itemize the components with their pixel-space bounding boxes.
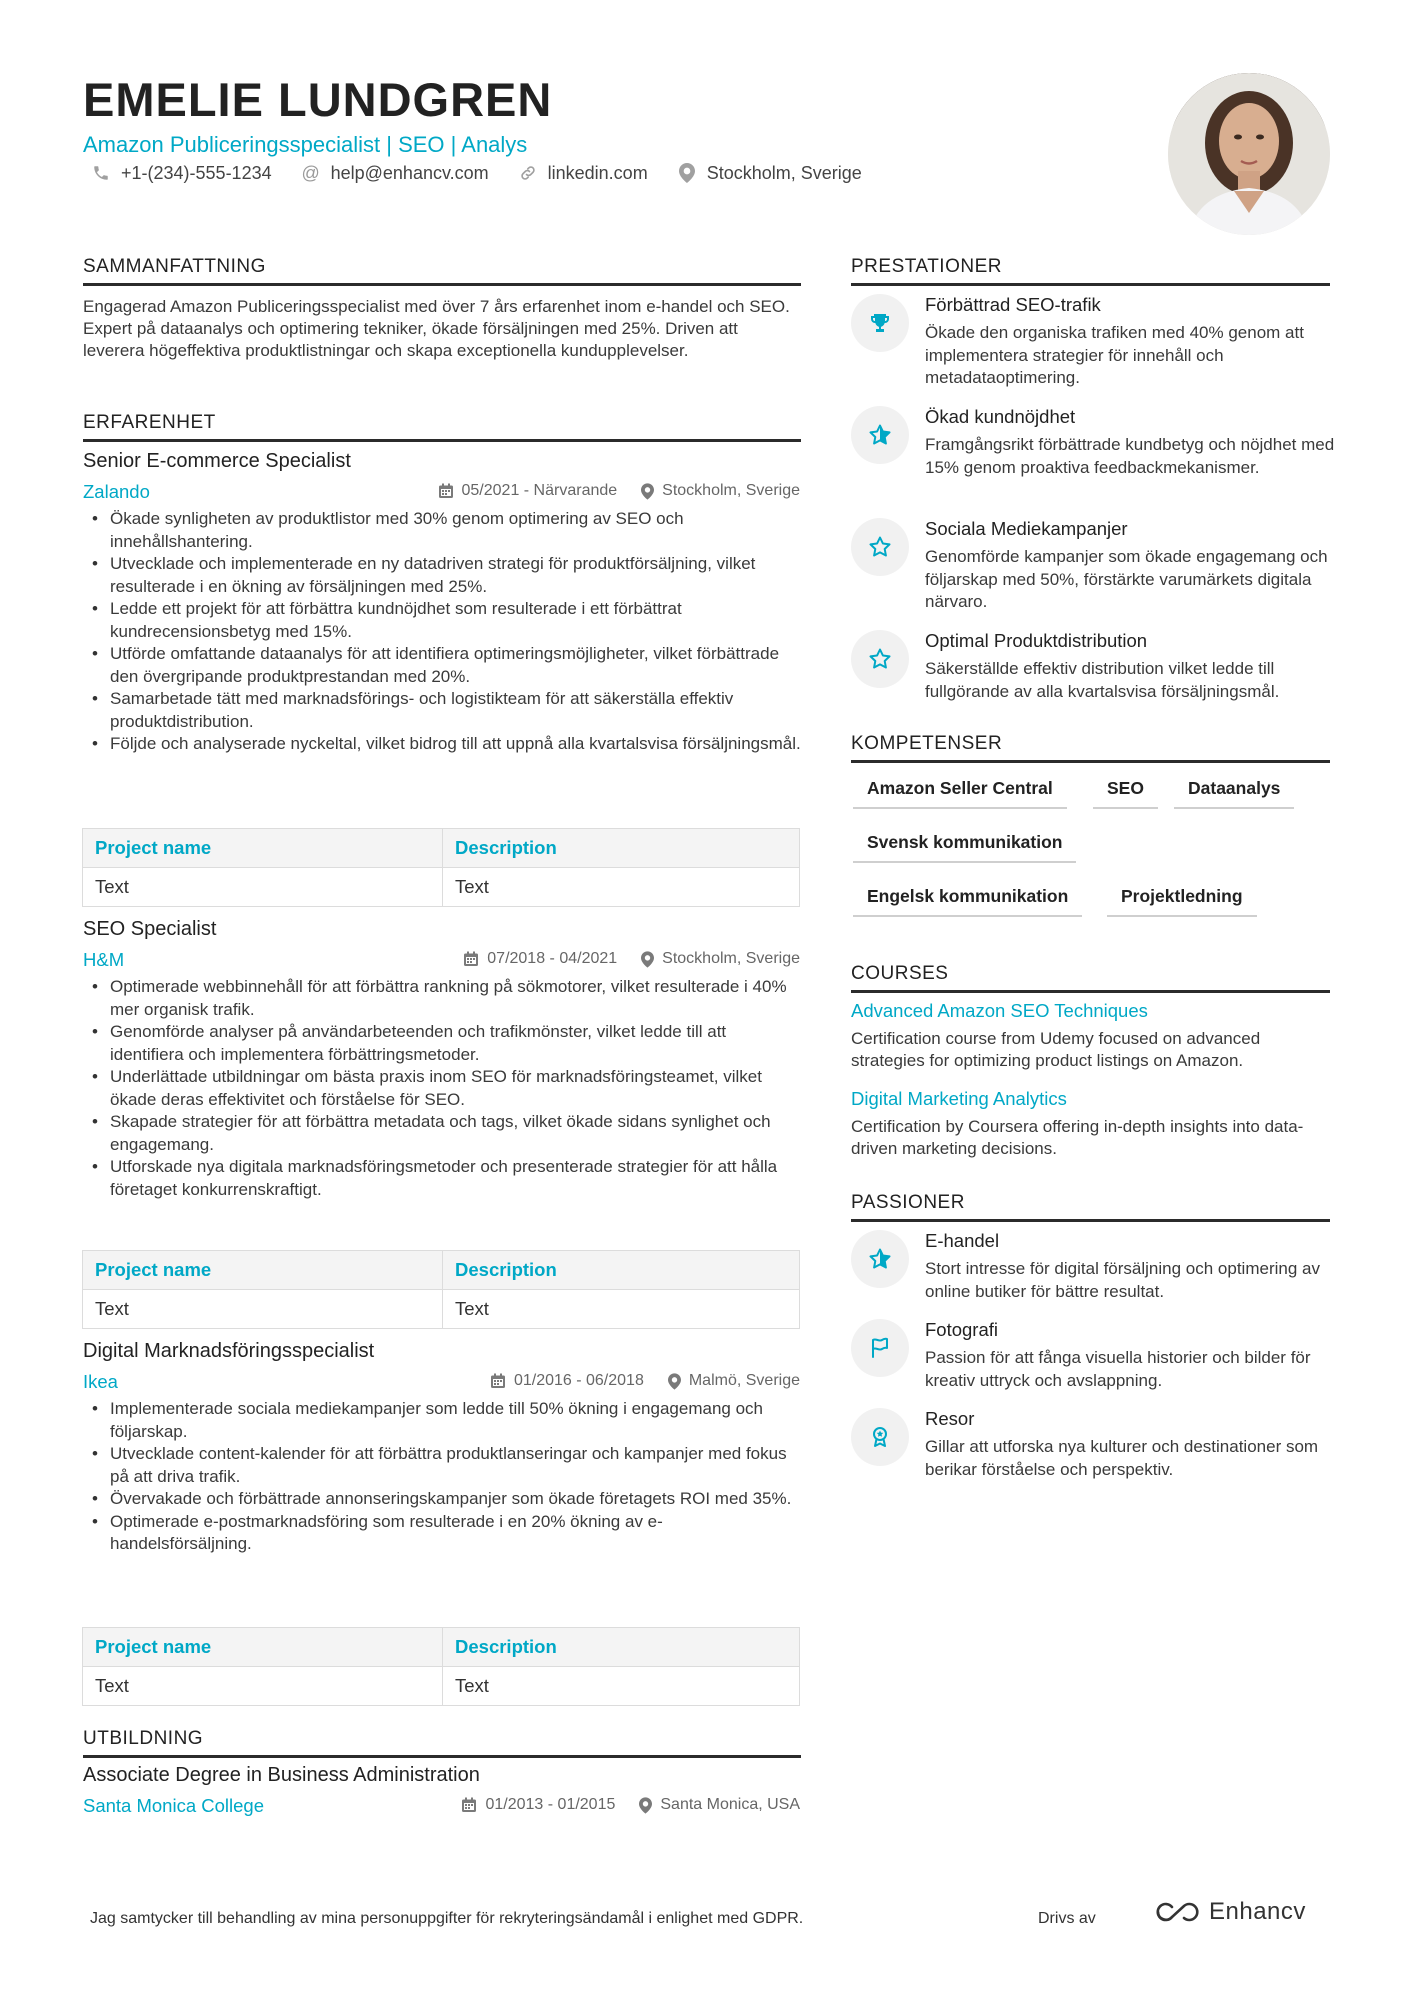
bullet-item: • Utvecklade content-kalender för att förbättra produktlanseringar och kampanjer med fokus på att driva trafik. bbox=[90, 1443, 802, 1488]
passion-title: Fotografi bbox=[925, 1319, 999, 1340]
contact-linkedin[interactable] bbox=[517, 162, 648, 184]
education-dates bbox=[461, 1796, 615, 1814]
bullet-item: • Ökade synligheten av produktlistor med 30% genom optimering av SEO och innehållshantering. bbox=[90, 508, 802, 553]
skill-chip: SEO bbox=[1093, 778, 1158, 809]
project-description-header: Description bbox=[443, 829, 800, 868]
achievement-title: Ökad kundnöjdhet bbox=[925, 406, 1076, 427]
section-title-skills: KOMPETENSER bbox=[851, 733, 1330, 763]
bullet-item: • Optimerade webbinnehåll för att förbättra rankning på sökmotorer, vilket resulterade i 40% mer organisk trafik. bbox=[90, 976, 802, 1021]
calendar-icon bbox=[461, 1797, 477, 1813]
project-name-header: Project name bbox=[83, 829, 443, 868]
achievement-text: Genomförde kampanjer som ökade engagemang och följarskap med 50%, förstärkte varumärkets digitala närvaro. bbox=[925, 547, 1328, 611]
job-location-text: Malmö, Sverige bbox=[688, 1372, 800, 1389]
linkedin-text: linkedin.com bbox=[547, 162, 648, 183]
passion-text: Passion för att fånga visuella historier och bilder för kreativ uttryck och avslappning. bbox=[925, 1348, 1311, 1390]
school-name[interactable]: Santa Monica College bbox=[83, 1795, 264, 1816]
project-table bbox=[82, 1250, 800, 1329]
bullet-item: • Ledde ett projekt för att förbättra kundnöjdhet som resulterade i ett förbättrat kundrecensionsbetyg med 15%. bbox=[90, 598, 802, 643]
contact-location bbox=[676, 162, 862, 184]
star-outline-icon bbox=[851, 518, 909, 576]
star-outline-icon bbox=[851, 630, 909, 688]
medal-icon bbox=[851, 1408, 909, 1466]
bullet-item: • Utforskade nya digitala marknadsföringsmetoder och presenterade strategier för att hålla företaget konkurrenskraftigt. bbox=[90, 1156, 802, 1201]
section-title-passions: PASSIONER bbox=[851, 1192, 1330, 1222]
job-location-text: Stockholm, Sverige bbox=[662, 482, 800, 499]
achievement-title: Optimal Produktdistribution bbox=[925, 630, 1148, 651]
bullet-item: • Implementerade sociala mediekampanjer som ledde till 50% ökning i engagemang och följarskap. bbox=[90, 1398, 802, 1443]
education-meta bbox=[437, 1796, 800, 1814]
location-pin-icon bbox=[668, 1373, 681, 1390]
calendar-icon bbox=[490, 1373, 506, 1389]
job-dates-text: 01/2016 - 06/2018 bbox=[513, 1372, 644, 1389]
achievement-item bbox=[851, 518, 1330, 618]
achievement-title: Förbättrad SEO-trafik bbox=[925, 294, 1101, 315]
job-bullets bbox=[90, 508, 802, 756]
passion-item bbox=[851, 1319, 1330, 1399]
contact-row bbox=[90, 162, 890, 184]
enhancv-logo[interactable] bbox=[1155, 1898, 1306, 1926]
star-icon bbox=[851, 406, 909, 464]
skill-chip: Dataanalys bbox=[1174, 778, 1294, 809]
passion-text: Stort intresse för digital försäljning och optimering av online butiker för bättre resultat. bbox=[925, 1259, 1320, 1301]
bullet-item: • Följde och analyserade nyckeltal, vilket bidrog till att uppnå alla kvartalsvisa försäljningsmål. bbox=[90, 733, 802, 756]
bullet-item: • Genomförde analyser på användarbeteenden och trafikmönster, vilket ledde till att identifiera och implementera förbättringsmetoder. bbox=[90, 1021, 802, 1066]
company-name[interactable]: Ikea bbox=[83, 1371, 118, 1392]
bullet-item: • Övervakade och förbättrade annonseringskampanjer som ökade företagets ROI med 35%. bbox=[90, 1488, 802, 1511]
powered-by-label: Drivs av bbox=[1038, 1910, 1096, 1927]
job-dates bbox=[438, 482, 618, 500]
course-title[interactable]: Digital Marketing Analytics bbox=[851, 1088, 1067, 1109]
section-title-education: UTBILDNING bbox=[83, 1728, 801, 1758]
project-description-header: Description bbox=[443, 1251, 800, 1290]
job-location-text: Stockholm, Sverige bbox=[662, 950, 800, 967]
candidate-headline: Amazon Publiceringsspecialist | SEO | Analys bbox=[83, 132, 528, 157]
project-name-cell: Text bbox=[83, 1290, 443, 1329]
calendar-icon bbox=[463, 951, 479, 967]
location-pin-icon bbox=[641, 951, 654, 968]
location-pin-icon bbox=[641, 483, 654, 500]
project-name-cell: Text bbox=[83, 1667, 443, 1706]
achievement-text: Säkerställde effektiv distribution vilket ledde till fullgörande av alla kvartalsvisa försäljningsmål. bbox=[925, 659, 1280, 701]
education-location-text: Santa Monica, USA bbox=[660, 1796, 800, 1813]
candidate-name: EMELIE LUNDGREN bbox=[83, 73, 553, 126]
star-icon bbox=[851, 1230, 909, 1288]
passion-item bbox=[851, 1408, 1330, 1508]
job-dates bbox=[463, 950, 617, 968]
email-text: help@enhancv.com bbox=[330, 162, 489, 183]
course-text: Certification course from Udemy focused on advanced strategies for optimizing product listings on Amazon. bbox=[851, 1029, 1261, 1070]
degree-title: Associate Degree in Business Administration bbox=[83, 1764, 480, 1786]
at-icon: @ bbox=[301, 162, 320, 183]
location-pin-icon bbox=[676, 162, 698, 184]
job-bullets bbox=[90, 976, 802, 1201]
bullet-item: • Samarbetade tätt med marknadsförings- och logistikteam för att säkerställa effektiv produktdistribution. bbox=[90, 688, 802, 733]
passion-title: E-handel bbox=[925, 1230, 1000, 1251]
job-title: Senior E-commerce Specialist bbox=[83, 450, 351, 472]
bullet-item: • Skapade strategier för att förbättra metadata och tags, vilket ökade sidans synlighet och engagemang. bbox=[90, 1111, 802, 1156]
achievement-text: Ökade den organiska trafiken med 40% genom att implementera strategier för innehåll och metadataoptimering. bbox=[925, 323, 1304, 387]
job-bullets bbox=[90, 1398, 802, 1556]
section-title-achievements: PRESTATIONER bbox=[851, 256, 1330, 286]
job-title: SEO Specialist bbox=[83, 918, 217, 940]
summary-text: Engagerad Amazon Publiceringsspecialist med över 7 års erfarenhet inom e-handel och SEO. Expert på dataanalys och optimering tekniker, ökade försäljningen med 25%. Driven att leverera högeffektiva produktlistningar och skapa exceptionella kundupplevelser. bbox=[83, 297, 790, 360]
skill-chip: Amazon Seller Central bbox=[853, 778, 1067, 809]
project-description-cell: Text bbox=[443, 1667, 800, 1706]
job-dates bbox=[490, 1372, 644, 1390]
location-pin-icon bbox=[639, 1797, 652, 1814]
link-icon bbox=[517, 162, 539, 184]
project-description-cell: Text bbox=[443, 868, 800, 907]
education-location bbox=[639, 1796, 800, 1814]
bullet-item: • Underlättade utbildningar om bästa praxis inom SEO för marknadsföringsteamet, vilket ökade deras effektivitet och förståelse för SEO. bbox=[90, 1066, 802, 1111]
achievement-text: Framgångsrikt förbättrade kundbetyg och nöjdhet med 15% genom proaktiva feedbackmekanismer. bbox=[925, 435, 1335, 477]
skill-chip: Engelsk kommunikation bbox=[853, 886, 1082, 917]
project-name-cell: Text bbox=[83, 868, 443, 907]
achievement-item bbox=[851, 630, 1330, 710]
enhancv-logo-icon bbox=[1155, 1899, 1203, 1925]
calendar-icon bbox=[438, 483, 454, 499]
bullet-item: • Utvecklade och implementerade en ny datadriven strategi för produktförsäljning, vilket resulterade i en ökning av försäljningen med 25%. bbox=[90, 553, 802, 598]
job-meta bbox=[414, 482, 801, 500]
contact-email[interactable] bbox=[300, 162, 489, 184]
skill-chip: Svensk kommunikation bbox=[853, 832, 1076, 863]
job-meta bbox=[466, 1372, 800, 1390]
achievement-item bbox=[851, 406, 1335, 506]
job-location bbox=[668, 1372, 800, 1390]
section-title-courses: COURSES bbox=[851, 963, 1330, 993]
section-title-summary: SAMMANFATTNING bbox=[83, 256, 801, 286]
contact-phone[interactable] bbox=[90, 162, 272, 184]
passion-item bbox=[851, 1230, 1330, 1310]
job-location bbox=[641, 950, 800, 968]
project-table bbox=[82, 828, 800, 907]
enhancv-wordmark: Enhancv bbox=[1209, 1898, 1306, 1925]
section-title-experience: ERFARENHET bbox=[83, 412, 801, 442]
achievement-title: Sociala Mediekampanjer bbox=[925, 518, 1128, 539]
flag-icon bbox=[851, 1319, 909, 1377]
project-table bbox=[82, 1627, 800, 1706]
achievement-item bbox=[851, 294, 1330, 394]
course-text: Certification by Coursera offering in-depth insights into data-driven marketing decisions. bbox=[851, 1117, 1304, 1158]
phone-icon bbox=[90, 162, 112, 184]
phone-text: +1-(234)-555-1234 bbox=[121, 162, 272, 183]
job-meta bbox=[439, 950, 800, 968]
passion-title: Resor bbox=[925, 1408, 975, 1429]
trophy-icon bbox=[851, 294, 909, 352]
job-dates-text: 07/2018 - 04/2021 bbox=[487, 950, 618, 967]
bullet-item: • Optimerade e-postmarknadsföring som resulterade i en 20% ökning av e-handelsförsäljning. bbox=[90, 1511, 802, 1556]
course-title[interactable]: Advanced Amazon SEO Techniques bbox=[851, 1000, 1148, 1021]
job-title: Digital Marknadsföringsspecialist bbox=[83, 1340, 375, 1362]
gdpr-consent: Jag samtycker till behandling av mina personuppgifter för rekryteringsändamål i enlighet med GDPR. bbox=[90, 1910, 804, 1927]
skill-chip: Projektledning bbox=[1107, 886, 1257, 917]
passion-text: Gillar att utforska nya kulturer och destinationer som berikar förståelse och perspektiv. bbox=[925, 1437, 1319, 1479]
job-dates-text: 05/2021 - Närvarande bbox=[461, 482, 618, 499]
company-name[interactable]: Zalando bbox=[83, 481, 150, 502]
project-description-cell: Text bbox=[443, 1290, 800, 1329]
profile-photo bbox=[1168, 73, 1330, 235]
project-description-header: Description bbox=[443, 1628, 800, 1667]
bullet-item: • Utförde omfattande dataanalys för att identifiera optimeringsmöjligheter, vilket förbättrade den övergripande produktprestandan med 20%. bbox=[90, 643, 802, 688]
location-text: Stockholm, Sverige bbox=[706, 162, 862, 183]
education-dates-text: 01/2013 - 01/2015 bbox=[485, 1796, 616, 1813]
job-location bbox=[641, 482, 800, 500]
project-name-header: Project name bbox=[83, 1628, 443, 1667]
company-name[interactable]: H&M bbox=[83, 949, 125, 970]
project-name-header: Project name bbox=[83, 1251, 443, 1290]
